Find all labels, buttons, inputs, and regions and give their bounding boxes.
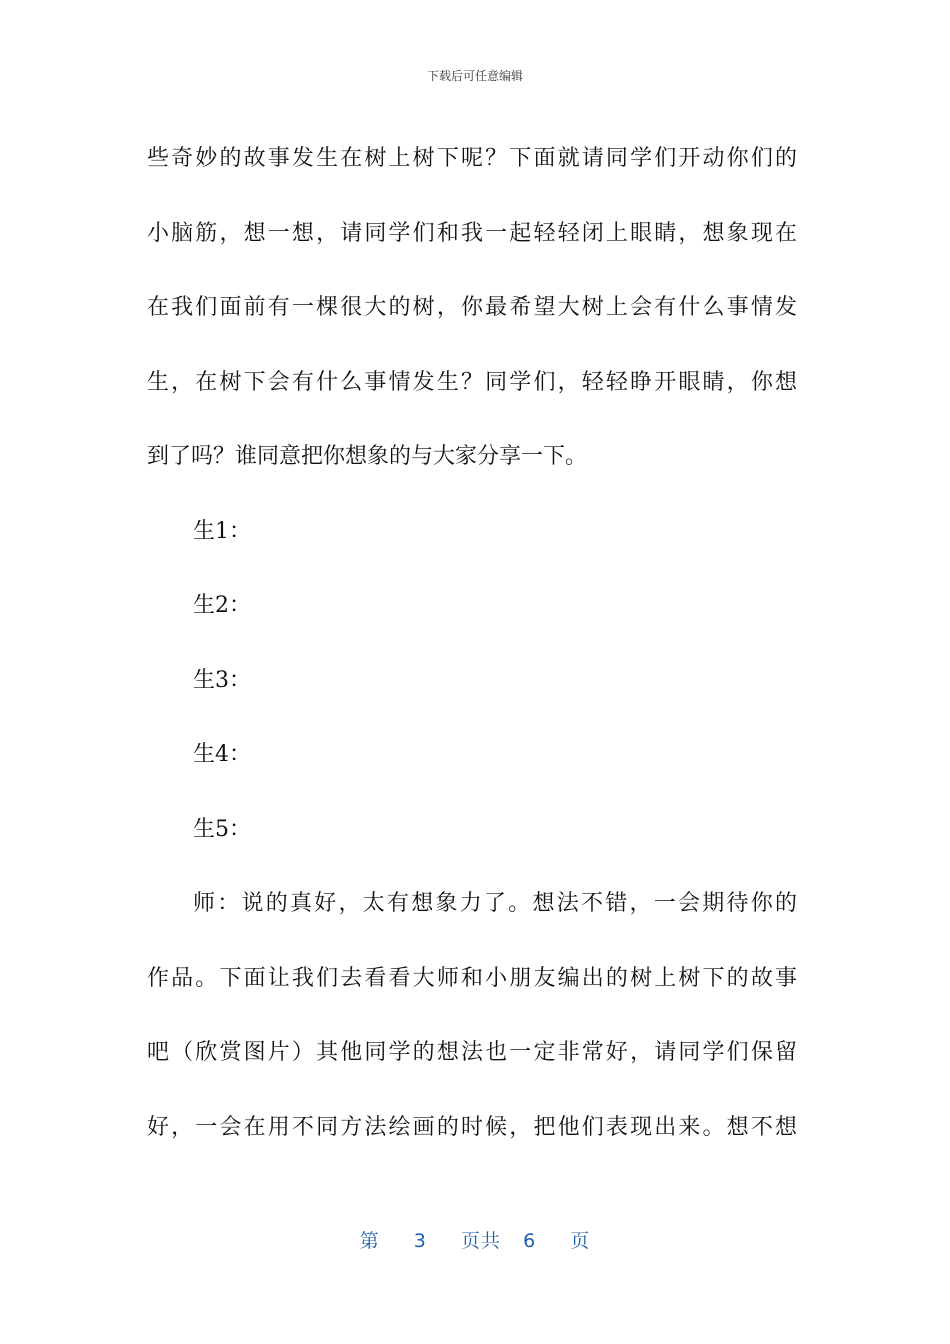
student-answer-line: 生2：	[193, 593, 251, 618]
page-footer	[0, 1226, 950, 1253]
student-answer-line: 生5：	[193, 816, 251, 842]
paragraph-line: 些奇妙的故事发生在树上树下呢？下面就请同学们开动你们的	[147, 146, 797, 171]
document-body	[147, 122, 797, 1165]
page-number: 3	[413, 1230, 427, 1252]
total-pages: 6	[523, 1230, 537, 1252]
paragraph-line: 在我们面前有一棵很大的树，你最希望大树上会有什么事情发	[147, 295, 797, 320]
paragraph-line: 生，在树下会有什么事情发生？同学们，轻轻睁开眼睛，你想	[147, 369, 797, 395]
page-suffix: 页	[570, 1230, 591, 1252]
paragraph-line: 小脑筋，想一想，请同学们和我一起轻轻闭上眼睛，想象现在	[147, 220, 797, 246]
paragraph-line: 师：说的真好，太有想象力了。想法不错，一会期待你的	[193, 891, 797, 916]
student-answer-line: 生3：	[193, 667, 251, 693]
paragraph-line: 吧（欣赏图片）其他同学的想法也一定非常好，请同学们保留	[147, 1040, 797, 1065]
total-label: 页共	[460, 1230, 501, 1252]
paragraph-line: 好，一会在用不同方法绘画的时候，把他们表现出来。想不想	[147, 1114, 797, 1140]
paragraph-line: 作品。下面让我们去看看大师和小朋友编出的树上树下的故事	[147, 965, 797, 991]
paragraph-line: 到了吗？谁同意把你想象的与大家分享一下。	[147, 444, 588, 469]
page-header: 下载后可任意编辑	[426, 69, 523, 83]
student-answer-line: 生1：	[193, 518, 251, 544]
page-label: 第	[359, 1230, 380, 1252]
student-answer-line: 生4：	[193, 742, 251, 767]
